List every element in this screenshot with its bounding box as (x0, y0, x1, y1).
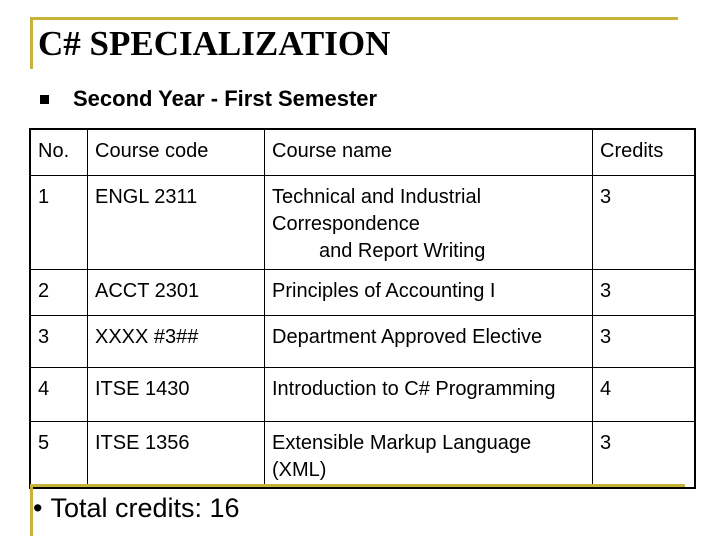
cell-course-code: ITSE 1430 (88, 368, 265, 422)
course-name-line: Principles of Accounting I (272, 280, 496, 302)
cell-no: 1 (30, 176, 88, 270)
cell-course-code: ACCT 2301 (88, 270, 265, 316)
top-accent-rule (30, 17, 678, 20)
course-table (29, 128, 696, 489)
cell-no: 2 (30, 270, 88, 316)
square-bullet-icon (40, 95, 49, 104)
cell-credits: 3 (593, 316, 696, 368)
course-name-line: Technical and Industrial (272, 186, 482, 208)
cell-course-name (265, 422, 593, 489)
course-name-line: Extensible Markup Language (272, 432, 532, 454)
table-row (30, 176, 695, 270)
table-header-row (30, 129, 695, 176)
course-name-line: Department Approved Elective (272, 326, 543, 348)
slide-subtitle: Second Year - First Semester (73, 86, 378, 111)
course-name-line: Introduction to C# Programming (272, 378, 556, 400)
header-credits: Credits (593, 129, 696, 176)
table-row (30, 316, 695, 368)
top-accent-rule-vertical (30, 17, 33, 69)
cell-course-name (265, 176, 593, 270)
slide-title: C# SPECIALIZATION (38, 24, 391, 63)
cell-credits: 3 (593, 422, 696, 489)
header-course-code: Course code (88, 129, 265, 176)
round-bullet-icon: • (33, 492, 43, 523)
cell-course-code: ENGL 2311 (88, 176, 265, 270)
total-credits-text: Total credits: 16 (50, 492, 240, 523)
header-course-name: Course name (265, 129, 593, 176)
cell-credits: 4 (593, 368, 696, 422)
cell-course-code: ITSE 1356 (88, 422, 265, 489)
cell-no: 3 (30, 316, 88, 368)
cell-course-name (265, 316, 593, 368)
cell-no: 5 (30, 422, 88, 489)
table-row (30, 270, 695, 316)
header-no: No. (30, 129, 88, 176)
subtitle-bullet (40, 85, 377, 113)
course-name-line: (XML) (272, 459, 327, 481)
cell-course-code: XXXX #3## (88, 316, 265, 368)
cell-no: 4 (30, 368, 88, 422)
cell-credits: 3 (593, 176, 696, 270)
cell-course-name (265, 270, 593, 316)
course-name-line: Correspondence (272, 213, 420, 235)
course-name-line: and Report Writing (319, 240, 486, 262)
total-credits (33, 490, 240, 526)
cell-course-name (265, 368, 593, 422)
table-row (30, 422, 695, 489)
cell-credits: 3 (593, 270, 696, 316)
bottom-accent-rule (30, 484, 685, 487)
table-row (30, 368, 695, 422)
